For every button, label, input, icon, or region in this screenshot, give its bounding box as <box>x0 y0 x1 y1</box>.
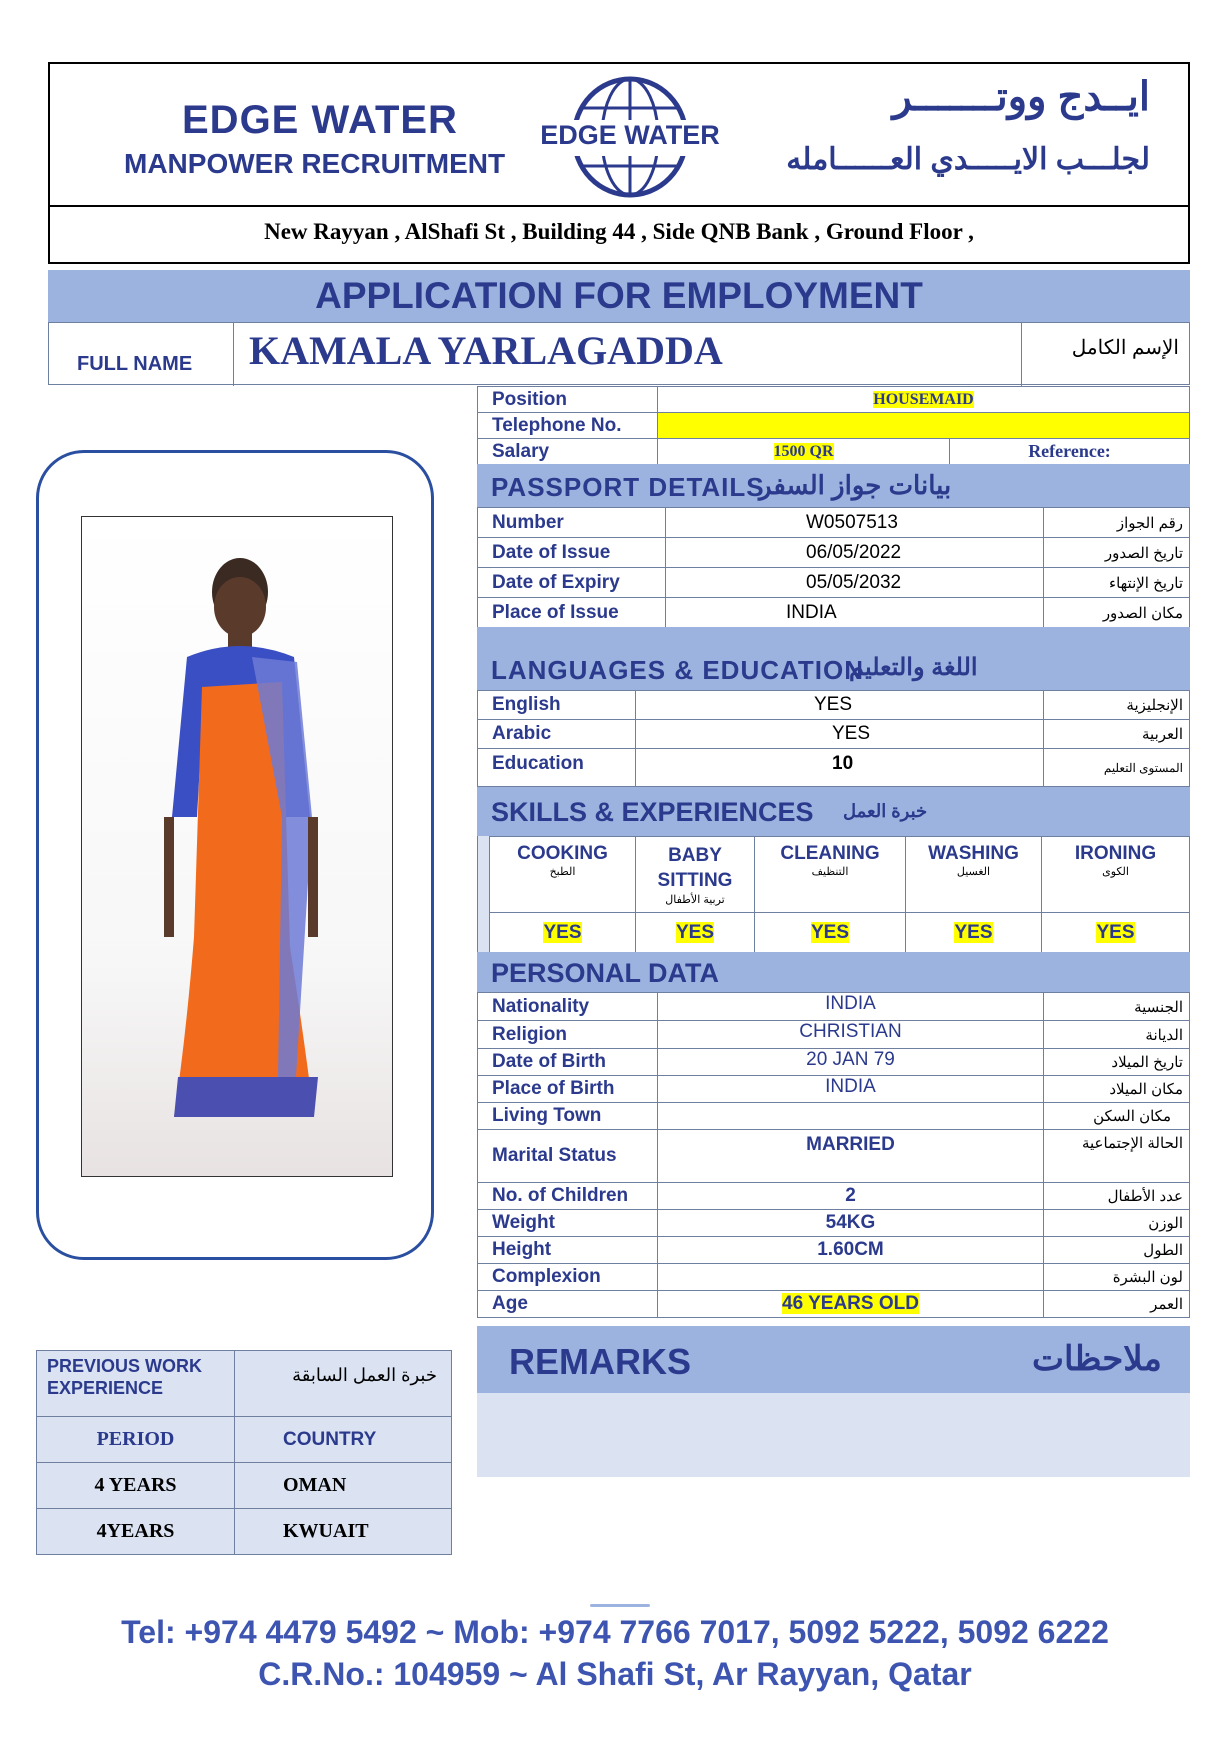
skill-baby-sitting: BABY SITTING تربية الأطفال <box>636 837 755 913</box>
footer-divider <box>590 1604 650 1607</box>
address-bar <box>48 207 1190 264</box>
position-value: HOUSEMAID <box>873 390 974 408</box>
passport-table <box>477 507 1190 628</box>
personal-row: Place of Birth INDIA مكان الميلاد <box>478 1076 1190 1103</box>
job-table <box>477 386 1190 465</box>
age-value: 46 YEARS OLD <box>782 1293 919 1314</box>
personal-row: No. of Children 2 عدد الأطفال <box>478 1183 1190 1210</box>
skill-value: YES <box>810 921 850 943</box>
skill-cooking: COOKING الطبخ <box>490 837 636 913</box>
remarks-title-arabic: ملاحظات <box>1032 1340 1162 1378</box>
personal-table <box>477 992 1190 1318</box>
arabic-company-name: ايــدج ووتـــــــر <box>892 75 1150 119</box>
address: New Rayyan , AlShafi St , Building 44 , Side QNB Bank , Ground Floor , <box>264 219 974 244</box>
language-row: Education 10 المستوى التعليم <box>478 749 1190 787</box>
languages-title-arabic: اللغة والتعليم <box>849 654 978 681</box>
experience-title-arabic: خبرة العمل السابقة <box>235 1351 452 1417</box>
skill-value: YES <box>675 921 715 943</box>
salary-value: 1500 QR <box>773 442 834 460</box>
personal-row: Nationality INDIA الجنسية <box>478 993 1190 1021</box>
reference-label: Reference: <box>950 439 1190 465</box>
full-name-arabic: الإسم الكامل <box>1071 337 1179 359</box>
personal-header <box>477 952 1190 992</box>
experience-title: PREVIOUS WORK EXPERIENCE <box>47 1356 203 1398</box>
passport-row: Date of Issue 06/05/2022 تاريخ الصدور <box>478 538 1190 568</box>
language-row: English YES الإنجليزية <box>478 691 1190 720</box>
skill-ironing: IRONING الكوى <box>1042 837 1190 913</box>
personal-row: Complexion لون البشرة <box>478 1264 1190 1291</box>
personal-row: Weight 54KG الوزن <box>478 1210 1190 1237</box>
language-row: Arabic YES العربية <box>478 720 1190 749</box>
position-label: Position <box>478 387 658 413</box>
experience-row: 4YEARS KWUAIT <box>37 1509 452 1555</box>
company-subtitle: MANPOWER RECRUITMENT <box>124 148 506 179</box>
languages-header <box>477 627 1190 690</box>
personal-row: Height 1.60CM الطول <box>478 1237 1190 1264</box>
footer-contact: Tel: +974 4479 5492 ~ Mob: +974 7766 7017, 5092 5222, 5092 6222 <box>121 1614 1109 1650</box>
skills-title: SKILLS & EXPERIENCES <box>491 797 814 827</box>
period-header: PERIOD <box>37 1417 235 1463</box>
logo-text: EDGE WATER <box>540 120 720 150</box>
passport-title-arabic: بيانات جواز السفر <box>759 470 952 500</box>
personal-row: Date of Birth 20 JAN 79 تاريخ الميلاد <box>478 1049 1190 1076</box>
personal-row: Religion CHRISTIAN الديانة <box>478 1021 1190 1049</box>
form-title: APPLICATION FOR EMPLOYMENT <box>315 275 923 316</box>
arabic-company-subtitle: لجلـــب الايـــــدي العــــــامله <box>786 143 1150 176</box>
personal-title: PERSONAL DATA <box>491 958 720 988</box>
remarks-title: REMARKS <box>509 1341 692 1382</box>
passport-title: PASSPORT DETAILS <box>491 472 765 502</box>
passport-row: Date of Expiry 05/05/2032 تاريخ الإنتهاء <box>478 568 1190 598</box>
skills-table <box>489 836 1190 953</box>
applicant-photo <box>81 516 393 1177</box>
skills-header <box>477 787 1190 836</box>
passport-header <box>477 464 1190 507</box>
languages-table <box>477 690 1190 787</box>
skills-title-arabic: خبرة العمل <box>843 801 928 821</box>
personal-row: Living Town مكان السكن <box>478 1103 1190 1130</box>
passport-row: Place of Issue INDIA مكان الصدور <box>478 598 1190 628</box>
personal-row: Age 46 YEARS OLD العمر <box>478 1291 1190 1318</box>
skill-value: YES <box>543 921 582 943</box>
company-name: EDGE WATER <box>182 98 458 142</box>
experience-row: 4 YEARS OMAN <box>37 1463 452 1509</box>
telephone-label: Telephone No. <box>478 413 658 439</box>
skill-cleaning: CLEANING التنظيف <box>755 837 906 913</box>
telephone-value <box>658 413 1190 439</box>
country-header: COUNTRY <box>235 1417 452 1463</box>
skill-value: YES <box>1096 921 1135 943</box>
skill-value: YES <box>954 921 993 943</box>
footer-address: C.R.No.: 104959 ~ Al Shafi St, Ar Rayyan, Qatar <box>258 1656 972 1692</box>
passport-row: Number W0507513 رقم الجواز <box>478 508 1190 538</box>
languages-title: LANGUAGES & EDUCATION <box>491 655 864 685</box>
remarks-header <box>477 1326 1190 1393</box>
personal-row: Marital Status MARRIED الحالة الإجتماعية <box>478 1130 1190 1183</box>
skill-washing: WASHING الغسيل <box>906 837 1042 913</box>
full-name-label: FULL NAME <box>77 353 193 375</box>
remarks-box <box>477 1393 1190 1477</box>
experience-table <box>36 1350 452 1555</box>
full-name-value: KAMALA YARLAGADDA <box>249 328 723 373</box>
full-name-row <box>48 322 1190 385</box>
form-title-bar <box>48 270 1190 322</box>
salary-label: Salary <box>478 439 658 465</box>
letterhead <box>48 62 1190 207</box>
globe-logo-icon <box>540 72 720 202</box>
